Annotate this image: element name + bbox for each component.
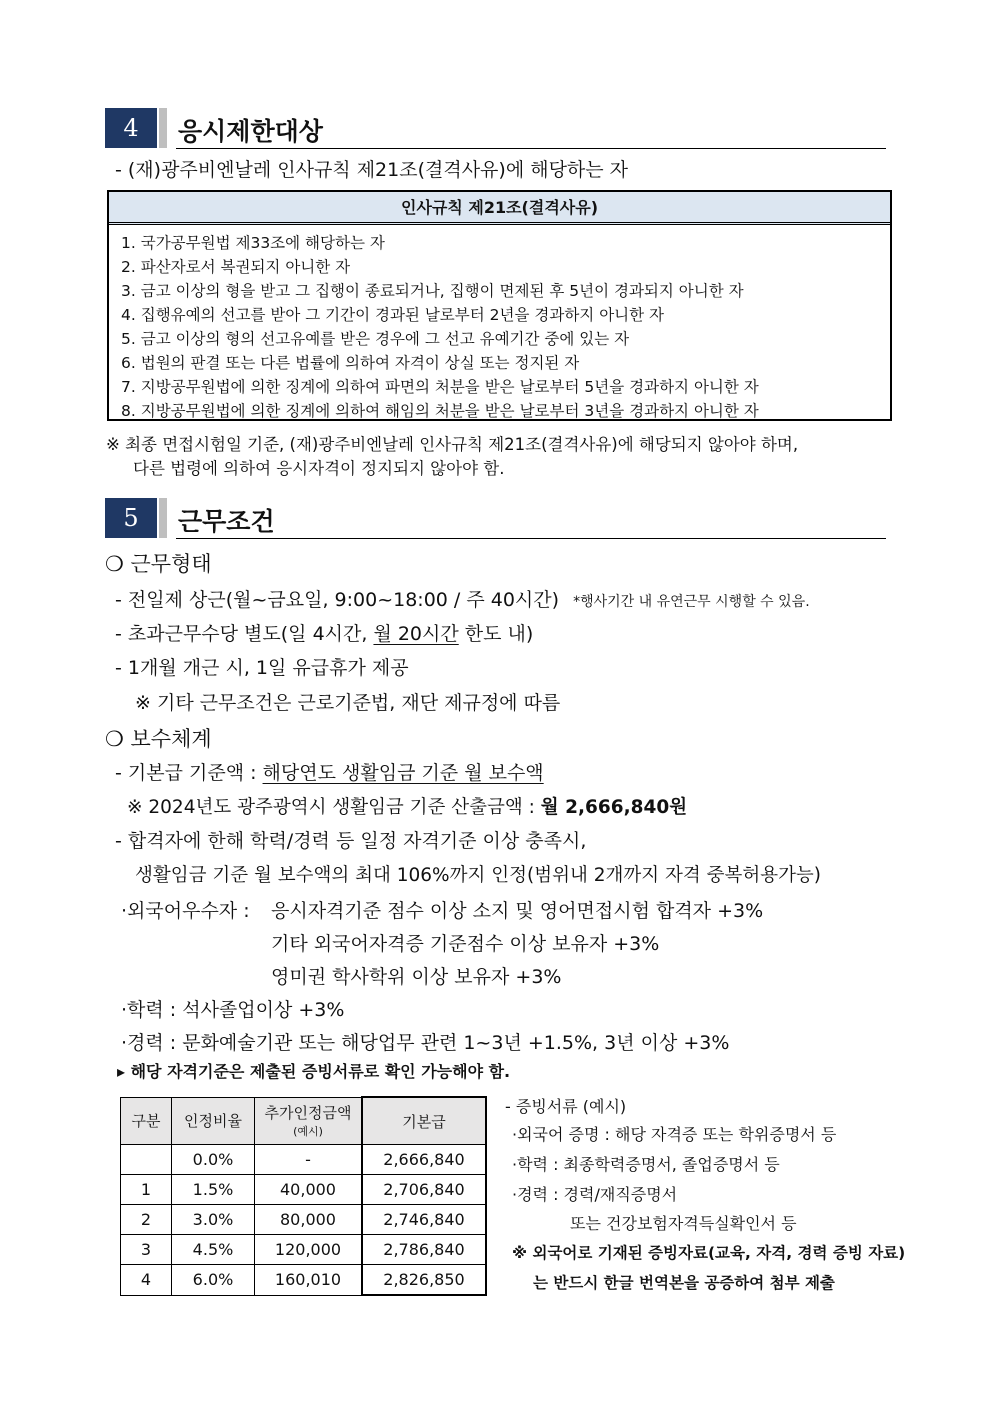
pay-table-header-cell: 기본급: [362, 1097, 486, 1145]
pay-line-base: [115, 758, 544, 785]
evidence-warning-line1: ※ 외국어로 기재된 증빙자료(교육, 자격, 경력 증빙 자료): [512, 1244, 906, 1262]
work-line-overtime-suffix: 한도 내): [458, 623, 534, 645]
disqualification-item: 1. 국가공무원법 제33조에 해당하는 자: [121, 234, 385, 252]
lang-item: 영미권 학사학위 이상 보유자 +3%: [271, 966, 562, 988]
lang-item: 기타 외국어자격증 기준점수 이상 보유자 +3%: [271, 933, 660, 955]
work-line-leave: - 1개월 개근 시, 1일 유급휴가 제공: [115, 657, 409, 679]
table-cell: 2,666,840: [362, 1145, 486, 1175]
evidence-warning-line2: 는 반드시 한글 번역본을 공증하여 첨부 제출: [533, 1274, 835, 1292]
pay-line-2024-prefix: ※ 2024년도 광주광역시 생활임금 기준 산출금액 :: [127, 797, 541, 818]
section-5-divider: [176, 538, 886, 539]
evidence-title: - 증빙서류 (예시): [505, 1097, 627, 1116]
disqualification-item: 8. 지방공무원법에 의한 징계에 의하여 해임의 처분을 받은 날로부터 3년을 경과하지 아니한 자: [121, 402, 759, 420]
table-cell: 3.0%: [172, 1205, 255, 1235]
disqualification-item: 2. 파산자로서 복권되지 아니한 자: [121, 258, 351, 276]
table-row: [121, 1235, 487, 1265]
section-4-note-line1: ※ 최종 면접시험일 기준, (재)광주비엔날레 인사규칙 제21조(결격사유)에 해당되지 않아야 하며,: [106, 435, 799, 454]
table-cell: 2: [121, 1205, 172, 1235]
disqualification-item: 6. 법원의 판결 또는 다른 법률에 의하여 자격이 상실 또는 정지된 자: [121, 354, 580, 372]
table-cell: 120,000: [255, 1235, 363, 1265]
pay-system-heading: ❍ 보수체계: [105, 727, 212, 751]
section-4-note-line2: 다른 법령에 의하여 응시자격이 정지되지 않아야 함.: [133, 459, 505, 478]
table-cell: 3: [121, 1235, 172, 1265]
disqualification-box-title: 인사규칙 제21조(결격사유): [109, 192, 890, 225]
table-cell: 4.5%: [172, 1235, 255, 1265]
pay-table-header-cell: 인정비율: [172, 1097, 255, 1145]
table-cell: [121, 1145, 172, 1175]
work-line-fulltime: [115, 585, 810, 612]
pay-table-header-cell: [255, 1097, 363, 1145]
lang-label: ·외국어우수자 :: [121, 900, 250, 922]
section-4-intro: - (재)광주비엔날레 인사규칙 제21조(결격사유)에 해당하는 자: [115, 159, 629, 181]
pay-table-header-cell: 구분: [121, 1097, 172, 1145]
lang-item: 응시자격기준 점수 이상 소지 및 영어면접시험 합격자 +3%: [271, 900, 764, 922]
table-cell: -: [255, 1145, 363, 1175]
evidence-line: 또는 건강보험자격득실확인서 등: [570, 1214, 797, 1233]
edu-line: ·학력 : 석사졸업이상 +3%: [121, 999, 345, 1021]
disqualification-item: 5. 금고 이상의 형의 선고유예를 받은 경우에 그 선고 유예기간 중에 있는 자: [121, 330, 630, 348]
pay-line-2024-amount: 월 2,666,840원: [540, 797, 688, 818]
table-cell: 0.0%: [172, 1145, 255, 1175]
work-type-heading: ❍ 근무형태: [105, 552, 212, 576]
section-4-title: 응시제한대상: [178, 117, 323, 146]
work-line-fulltime-text: - 전일제 상근(월~금요일, 9:00~18:00 / 주 40시간): [115, 589, 560, 611]
table-cell: 40,000: [255, 1175, 363, 1205]
pay-line-2024: [127, 793, 687, 819]
work-line-overtime: [115, 619, 533, 646]
table-cell: 160,010: [255, 1265, 363, 1296]
table-cell: 4: [121, 1265, 172, 1296]
evidence-line: ·학력 : 최종학력증명서, 졸업증명서 등: [512, 1155, 780, 1174]
table-cell: 2,826,850: [362, 1265, 486, 1296]
table-row: [121, 1145, 487, 1175]
section-5-number: 5: [105, 498, 157, 538]
table-cell: 1: [121, 1175, 172, 1205]
pay-line-base-value: 해당연도 생활임금 기준 월 보수액: [262, 762, 544, 784]
section-4-number: 4: [105, 108, 157, 148]
pay-table: [120, 1096, 487, 1296]
table-cell: 1.5%: [172, 1175, 255, 1205]
pay-line-base-prefix: - 기본급 기준액 :: [115, 762, 263, 784]
table-cell: 2,706,840: [362, 1175, 486, 1205]
table-cell: 2,786,840: [362, 1235, 486, 1265]
pay-line-qualified: - 합격자에 한해 학력/경력 등 일정 자격기준 이상 충족시,: [115, 830, 587, 852]
disqualification-box: [107, 190, 892, 421]
table-cell: 6.0%: [172, 1265, 255, 1296]
pay-table-header-extra: 추가인정금액: [264, 1104, 352, 1123]
section-4-divider: [176, 148, 886, 149]
work-line-other: ※ 기타 근무조건은 근로기준법, 재단 제규정에 따름: [135, 692, 561, 714]
pay-table-header-example: (예시): [293, 1125, 323, 1139]
disqualification-item: 3. 금고 이상의 형을 받고 그 집행이 종료되거나, 집행이 면제된 후 5년이 경과되지 아니한 자: [121, 282, 744, 300]
table-row: [121, 1265, 487, 1296]
table-cell: 80,000: [255, 1205, 363, 1235]
evidence-line: ·경력 : 경력/재직증명서: [512, 1185, 678, 1204]
disqualification-item: 4. 집행유예의 선고를 받아 그 기간이 경과된 날로부터 2년을 경과하지 아니한 자: [121, 306, 665, 324]
career-line: ·경력 : 문화예술기관 또는 해당업무 관련 1~3년 +1.5%, 3년 이상 +3%: [121, 1032, 730, 1054]
check-note: ▸ 해당 자격기준은 제출된 증빙서류로 확인 가능해야 함.: [117, 1062, 511, 1081]
disqualification-item: 7. 지방공무원법에 의한 징계에 의하여 파면의 처분을 받은 날로부터 5년을 경과하지 아니한 자: [121, 378, 759, 396]
section-5-title: 근무조건: [178, 507, 275, 536]
work-line-fulltime-note: *행사기간 내 유연근무 시행할 수 있음.: [573, 594, 810, 610]
pay-line-max: 생활임금 기준 월 보수액의 최대 106%까지 인정(범위내 2개까지 자격 중복허용가능): [135, 865, 822, 886]
table-row: [121, 1175, 487, 1205]
work-line-overtime-limit: 월 20시간: [373, 623, 459, 645]
table-cell: 2,746,840: [362, 1205, 486, 1235]
table-row: [121, 1205, 487, 1235]
evidence-line: ·외국어 증명 : 해당 자격증 또는 학위증명서 등: [512, 1125, 837, 1144]
pay-table-header: [121, 1097, 487, 1145]
work-line-overtime-prefix: - 초과근무수당 별도(일 4시간,: [115, 623, 374, 645]
